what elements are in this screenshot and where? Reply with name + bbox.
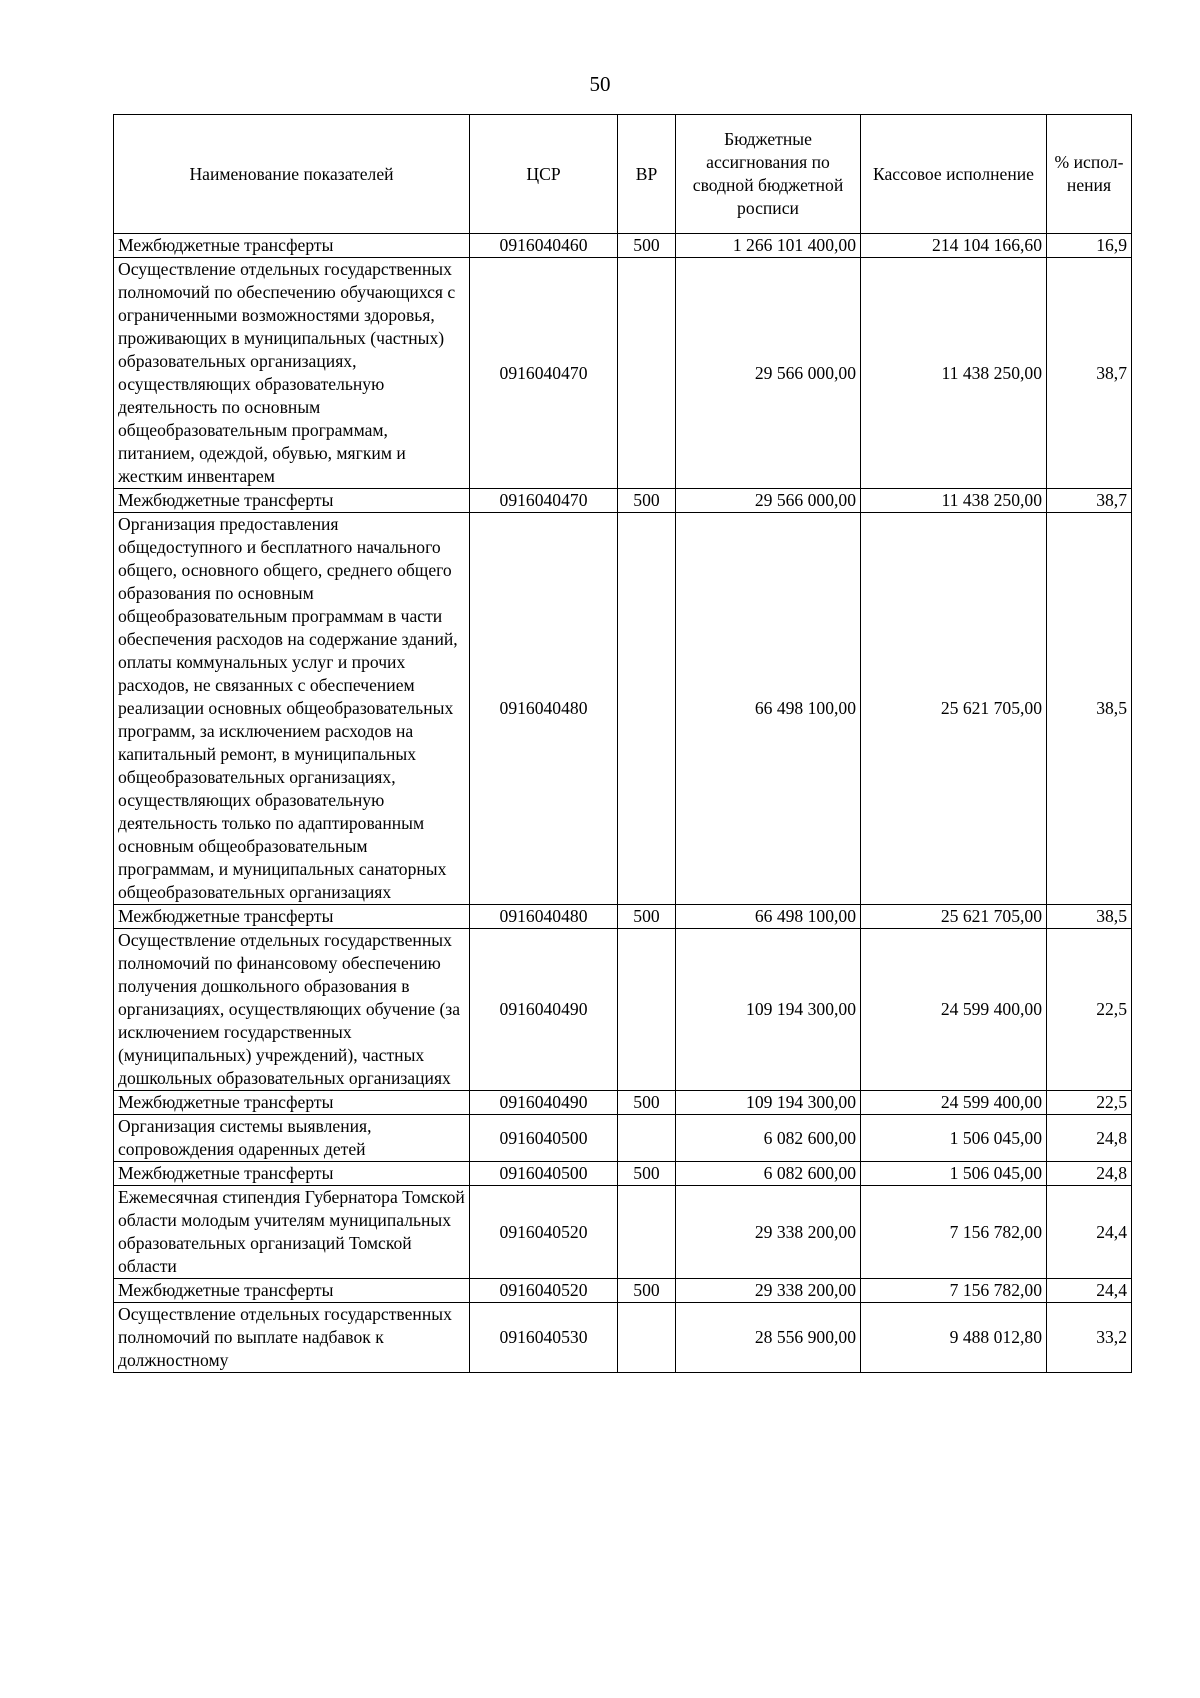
row-csr: 0916040490 (470, 929, 618, 1091)
row-csr: 0916040500 (470, 1115, 618, 1162)
row-vr (618, 513, 676, 905)
row-csr: 0916040480 (470, 905, 618, 929)
budget-table (113, 114, 1132, 1373)
row-alloc: 1 266 101 400,00 (676, 234, 861, 258)
row-vr: 500 (618, 905, 676, 929)
row-pct: 38,5 (1047, 513, 1132, 905)
table-row (114, 1186, 1132, 1279)
table-row (114, 905, 1132, 929)
row-vr: 500 (618, 1091, 676, 1115)
row-vr: 500 (618, 1279, 676, 1303)
row-cash: 24 599 400,00 (861, 929, 1047, 1091)
row-alloc: 109 194 300,00 (676, 929, 861, 1091)
row-pct: 22,5 (1047, 929, 1132, 1091)
row-name: Ежемесячная стипендия Губернатора Томской области молодым учителям муниципальных образовательных организаций Томской области (114, 1186, 470, 1279)
header-alloc: Бюджетные ассигнования по сводной бюджетной росписи (676, 115, 861, 234)
row-name: Межбюджетные трансферты (114, 1091, 470, 1115)
row-vr (618, 929, 676, 1091)
row-pct: 24,4 (1047, 1279, 1132, 1303)
header-name: Наименование показателей (114, 115, 470, 234)
row-name: Межбюджетные трансферты (114, 1279, 470, 1303)
table-header-row (114, 115, 1132, 234)
row-alloc: 28 556 900,00 (676, 1303, 861, 1373)
row-cash: 25 621 705,00 (861, 513, 1047, 905)
row-csr: 0916040480 (470, 513, 618, 905)
table-row (114, 1115, 1132, 1162)
row-cash: 1 506 045,00 (861, 1115, 1047, 1162)
row-name: Осуществление отдельных государственных полномочий по финансовому обеспечению получения дошкольного образования в организациях, осуществляющих обучение (за исключением государственных (муниципальных) учреждений), частных дошкольных образовательных организациях (114, 929, 470, 1091)
table-row (114, 234, 1132, 258)
row-cash: 11 438 250,00 (861, 489, 1047, 513)
row-pct: 16,9 (1047, 234, 1132, 258)
table-row (114, 1279, 1132, 1303)
row-name: Осуществление отдельных государственных полномочий по выплате надбавок к должностному (114, 1303, 470, 1373)
table-row (114, 1091, 1132, 1115)
row-csr: 0916040470 (470, 258, 618, 489)
row-cash: 7 156 782,00 (861, 1279, 1047, 1303)
row-csr: 0916040470 (470, 489, 618, 513)
row-alloc: 6 082 600,00 (676, 1162, 861, 1186)
row-pct: 24,4 (1047, 1186, 1132, 1279)
row-vr (618, 258, 676, 489)
row-vr: 500 (618, 1162, 676, 1186)
table-row (114, 489, 1132, 513)
row-alloc: 29 338 200,00 (676, 1279, 861, 1303)
page-number: 50 (589, 72, 611, 96)
row-name: Организация предоставления общедоступного и бесплатного начального общего, основного общего, среднего общего образования по основным общеобразовательным программам в части обеспечения расходов на содержание зданий, оплаты коммунальных услуг и прочих расходов, не связанных с обеспечением реализации основных общеобразовательных программ, за исключением расходов на капитальный ремонт, в муниципальных общеобразовательных организациях, осуществляющих образовательную деятельность только по адаптированным основным общеобразовательным программам, и муниципальных санаторных общеобразовательных организациях (114, 513, 470, 905)
row-name: Межбюджетные трансферты (114, 905, 470, 929)
row-cash: 25 621 705,00 (861, 905, 1047, 929)
row-name: Межбюджетные трансферты (114, 489, 470, 513)
row-csr: 0916040460 (470, 234, 618, 258)
row-name: Осуществление отдельных государственных полномочий по обеспечению обучающихся с ограниченными возможностями здоровья, проживающих в муниципальных (частных) образовательных организациях, осуществляющих образовательную деятельность по основным общеобразовательным программам, питанием, одеждой, обувью, мягким и жестким инвентарем (114, 258, 470, 489)
row-vr: 500 (618, 234, 676, 258)
table-row (114, 1303, 1132, 1373)
row-pct: 38,7 (1047, 258, 1132, 489)
row-alloc: 6 082 600,00 (676, 1115, 861, 1162)
row-pct: 38,5 (1047, 905, 1132, 929)
row-vr: 500 (618, 489, 676, 513)
row-pct: 22,5 (1047, 1091, 1132, 1115)
table-row (114, 258, 1132, 489)
row-pct: 24,8 (1047, 1162, 1132, 1186)
row-cash: 11 438 250,00 (861, 258, 1047, 489)
header-csr: ЦСР (470, 115, 618, 234)
row-cash: 9 488 012,80 (861, 1303, 1047, 1373)
row-cash: 214 104 166,60 (861, 234, 1047, 258)
table-row (114, 513, 1132, 905)
row-alloc: 66 498 100,00 (676, 513, 861, 905)
row-vr (618, 1303, 676, 1373)
row-cash: 1 506 045,00 (861, 1162, 1047, 1186)
row-csr: 0916040520 (470, 1279, 618, 1303)
row-alloc: 66 498 100,00 (676, 905, 861, 929)
row-cash: 7 156 782,00 (861, 1186, 1047, 1279)
row-alloc: 29 338 200,00 (676, 1186, 861, 1279)
header-vr: ВР (618, 115, 676, 234)
row-cash: 24 599 400,00 (861, 1091, 1047, 1115)
row-vr (618, 1115, 676, 1162)
row-name: Организация системы выявления, сопровождения одаренных детей (114, 1115, 470, 1162)
row-name: Межбюджетные трансферты (114, 1162, 470, 1186)
row-pct: 38,7 (1047, 489, 1132, 513)
row-csr: 0916040490 (470, 1091, 618, 1115)
row-csr: 0916040500 (470, 1162, 618, 1186)
row-vr (618, 1186, 676, 1279)
row-pct: 24,8 (1047, 1115, 1132, 1162)
header-pct: % испол-нения (1047, 115, 1132, 234)
row-csr: 0916040520 (470, 1186, 618, 1279)
row-alloc: 29 566 000,00 (676, 489, 861, 513)
header-cash: Кассовое исполнение (861, 115, 1047, 234)
table-row (114, 1162, 1132, 1186)
row-alloc: 109 194 300,00 (676, 1091, 861, 1115)
row-pct: 33,2 (1047, 1303, 1132, 1373)
row-name: Межбюджетные трансферты (114, 234, 470, 258)
row-csr: 0916040530 (470, 1303, 618, 1373)
row-alloc: 29 566 000,00 (676, 258, 861, 489)
table-row (114, 929, 1132, 1091)
